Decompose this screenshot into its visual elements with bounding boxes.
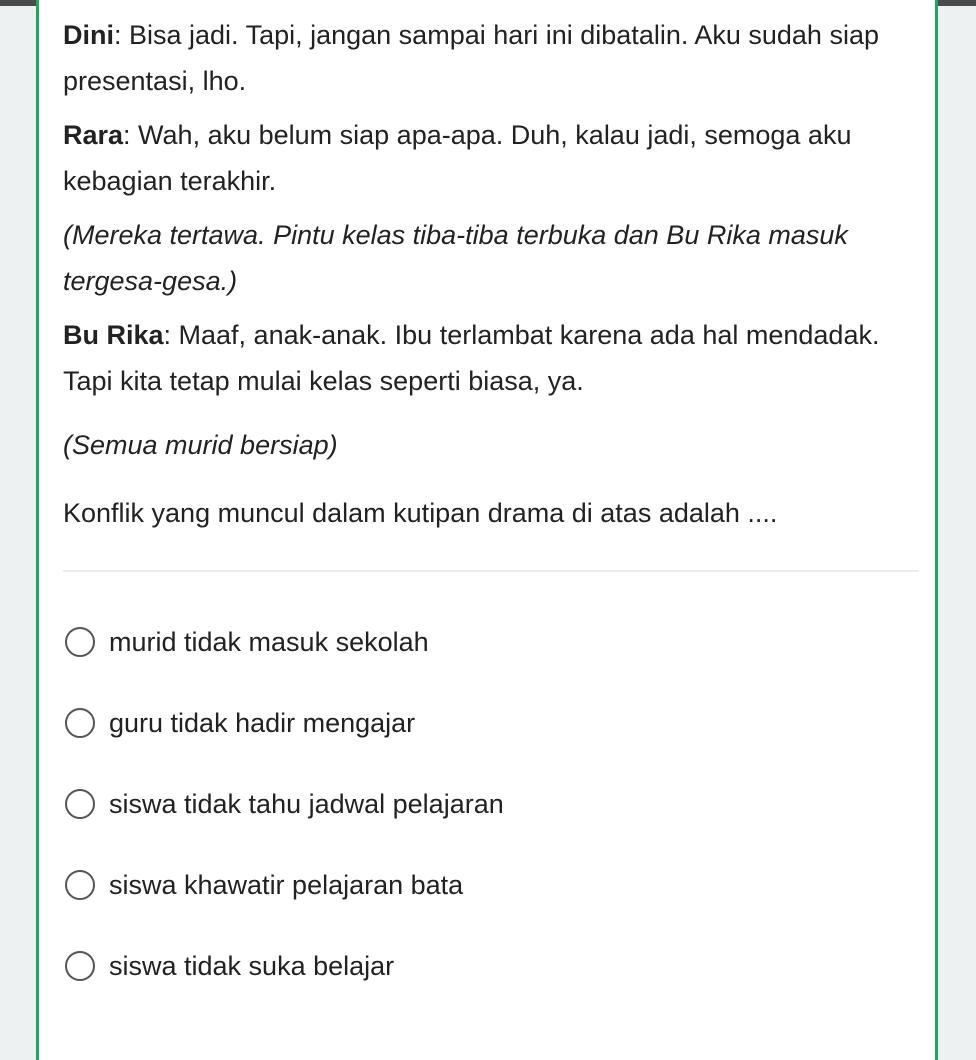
question-card bbox=[36, 0, 938, 1060]
radio-button-icon[interactable] bbox=[65, 627, 95, 657]
speaker-name: Bu Rika bbox=[63, 320, 164, 350]
dialogue-rara bbox=[63, 112, 919, 204]
speaker-name: Dini bbox=[63, 20, 114, 50]
option-label: siswa tidak suka belajar bbox=[109, 951, 395, 981]
dialogue-text: : Bisa jadi. Tapi, jangan sampai hari ini dibatalin. Aku sudah siap presentasi, lho. bbox=[63, 20, 879, 96]
dialogue-text: : Wah, aku belum siap apa-apa. Duh, kalau jadi, semoga aku kebagian terakhir. bbox=[63, 120, 852, 196]
radio-button-icon[interactable] bbox=[65, 951, 95, 981]
option-label: siswa tidak tahu jadwal pelajaran bbox=[109, 789, 504, 819]
radio-button-icon[interactable] bbox=[65, 708, 95, 738]
stage-direction: (Mereka tertawa. Pintu kelas tiba-tiba terbuka dan Bu Rika masuk tergesa-gesa.) bbox=[63, 220, 848, 296]
question-text: Konflik yang muncul dalam kutipan drama di atas adalah .... bbox=[63, 498, 778, 528]
question-content bbox=[63, 12, 919, 563]
answer-option-b[interactable] bbox=[63, 699, 919, 747]
stage-direction: (Semua murid bersiap) bbox=[63, 430, 338, 460]
dialogue-bu-rika bbox=[63, 312, 919, 404]
divider bbox=[63, 570, 919, 572]
answer-option-a[interactable] bbox=[63, 618, 919, 666]
radio-button-icon[interactable] bbox=[65, 789, 95, 819]
option-label: guru tidak hadir mengajar bbox=[109, 708, 416, 738]
dialogue-text: : Maaf, anak-anak. Ibu terlambat karena ada hal mendadak. Tapi kita tetap mulai kelas seperti biasa, ya. bbox=[63, 320, 880, 396]
speaker-name: Rara bbox=[63, 120, 124, 150]
dialogue-dini bbox=[63, 12, 919, 104]
answer-option-e[interactable] bbox=[63, 942, 919, 990]
answer-option-c[interactable] bbox=[63, 780, 919, 828]
option-label: siswa khawatir pelajaran bata bbox=[109, 870, 464, 900]
answer-options bbox=[63, 618, 919, 1023]
option-label: murid tidak masuk sekolah bbox=[109, 627, 429, 657]
radio-button-icon[interactable] bbox=[65, 870, 95, 900]
answer-option-d[interactable] bbox=[63, 861, 919, 909]
